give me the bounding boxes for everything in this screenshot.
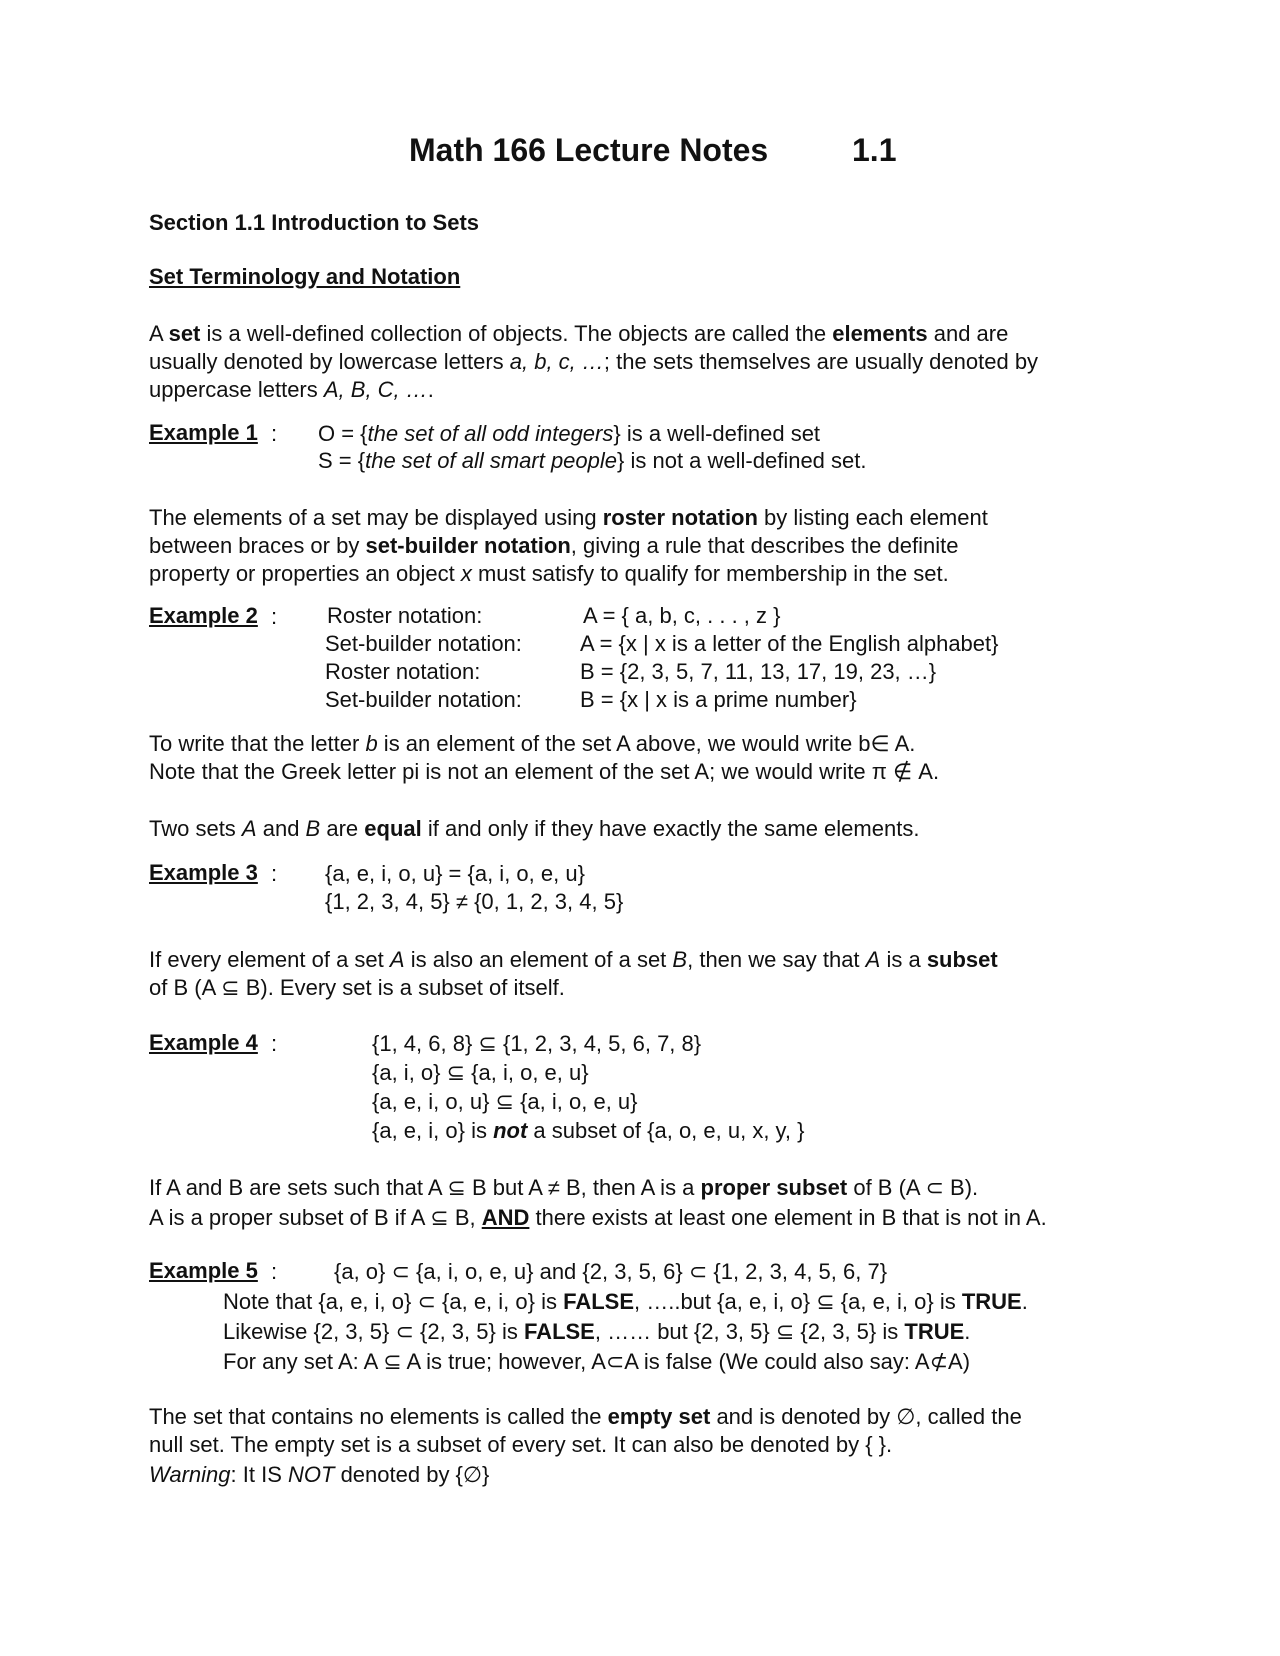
example-5-row: {a, o} ⊂ {a, i, o, e, u} and {2, 3, 5, 6} ⊂ {1, 2, 3, 4, 5, 6, 7} [334,1259,888,1284]
element-of-line1: To write that the letter b is an element of the set A above, we would write b∈ A. [149,731,916,756]
example-2-row-value: A = { a, b, c, . . . , z } [583,603,781,628]
example-2-row-name: Set-builder notation: [325,687,522,712]
example-5-row: Likewise {2, 3, 5} ⊂ {2, 3, 5} is FALSE, …… but {2, 3, 5} ⊆ {2, 3, 5} is TRUE. [223,1319,971,1344]
notation-paragraph-line3: property or properties an object x must satisfy to qualify for membership in the set. [149,561,949,586]
proper-subset-line2: A is a proper subset of B if A ⊆ B, AND there exists at least one element in B that is not in A. [149,1205,1047,1230]
example-4-row: {a, i, o} ⊆ {a, i, o, e, u} [372,1060,589,1085]
definition-set-line1: A set is a well-defined collection of objects. The objects are called the elements and are [149,321,1009,346]
example-2-row-value: A = {x | x is a letter of the English alphabet} [580,631,999,656]
example-2-colon: : [271,604,278,629]
section-number: 1.1 [852,132,897,168]
subset-definition-line1: If every element of a set A is also an element of a set B, then we say that A is a subset [149,947,998,972]
example-1-colon: : [271,421,278,446]
element-of-line2: Note that the Greek letter pi is not an element of the set A; we would write π ∉ A. [149,759,940,784]
subheading: Set Terminology and Notation [149,264,461,289]
example-4-row: {1, 4, 6, 8} ⊆ {1, 2, 3, 4, 5, 6, 7, 8} [372,1031,702,1056]
empty-set-warning: Warning: It IS NOT denoted by {∅} [149,1462,490,1487]
subset-definition-line2: of B (A ⊆ B). Every set is a subset of itself. [149,975,565,1000]
proper-subset-line1: If A and B are sets such that A ⊆ B but A ≠ B, then A is a proper subset of B (A ⊂ B). [149,1175,979,1200]
equal-sets-definition: Two sets A and B are equal if and only if they have exactly the same elements. [149,816,920,841]
notation-paragraph-line1: The elements of a set may be displayed using roster notation by listing each element [149,505,988,530]
example-2-row-name: Set-builder notation: [325,631,522,656]
example-1-row: S = {the set of all smart people} is not a well-defined set. [318,448,867,473]
example-4-row: {a, e, i, o, u} ⊆ {a, i, o, e, u} [372,1089,638,1114]
example-5-row: Note that {a, e, i, o} ⊂ {a, e, i, o} is FALSE, …..but {a, e, i, o} ⊆ {a, e, i, o} is TRUE. [223,1289,1028,1314]
example-2-row-value: B = {x | x is a prime number} [580,687,857,712]
example-3-row: {1, 2, 3, 4, 5} ≠ {0, 1, 2, 3, 4, 5} [325,889,624,914]
example-5-colon: : [271,1259,278,1284]
section-heading: Section 1.1 Introduction to Sets [149,210,480,235]
empty-set-line2: null set. The empty set is a subset of every set. It can also be denoted by { }. [149,1432,893,1457]
example-2-row-name: Roster notation: [325,659,481,684]
example-4-label: Example 4 [149,1030,258,1055]
definition-set-line3: uppercase letters A, B, C, …. [149,377,434,402]
example-5-row: For any set A: A ⊆ A is true; however, A⊂A is false (We could also say: A⊄A) [223,1349,971,1374]
example-2-row-name: Roster notation: [327,603,483,628]
example-1-label: Example 1 [149,420,258,445]
example-2-label: Example 2 [149,603,258,628]
empty-set-line1: The set that contains no elements is called the empty set and is denoted by ∅, called the [149,1404,1022,1429]
example-5-label: Example 5 [149,1258,258,1283]
example-1-row: O = {the set of all odd integers} is a well-defined set [318,421,821,446]
example-4-colon: : [271,1031,278,1056]
page-title: Math 166 Lecture Notes [409,132,769,168]
example-2-row-value: B = {2, 3, 5, 7, 11, 13, 17, 19, 23, …} [580,659,937,684]
example-3-row: {a, e, i, o, u} = {a, i, o, e, u} [325,861,585,886]
notation-paragraph-line2: between braces or by set-builder notation, giving a rule that describes the definite [149,533,959,558]
example-3-label: Example 3 [149,860,258,885]
example-4-row: {a, e, i, o} is not a subset of {a, o, e, u, x, y, } [372,1118,805,1143]
example-3-colon: : [271,861,278,886]
definition-set-line2: usually denoted by lowercase letters a, b, c, …; the sets themselves are usually denoted by [149,349,1039,374]
